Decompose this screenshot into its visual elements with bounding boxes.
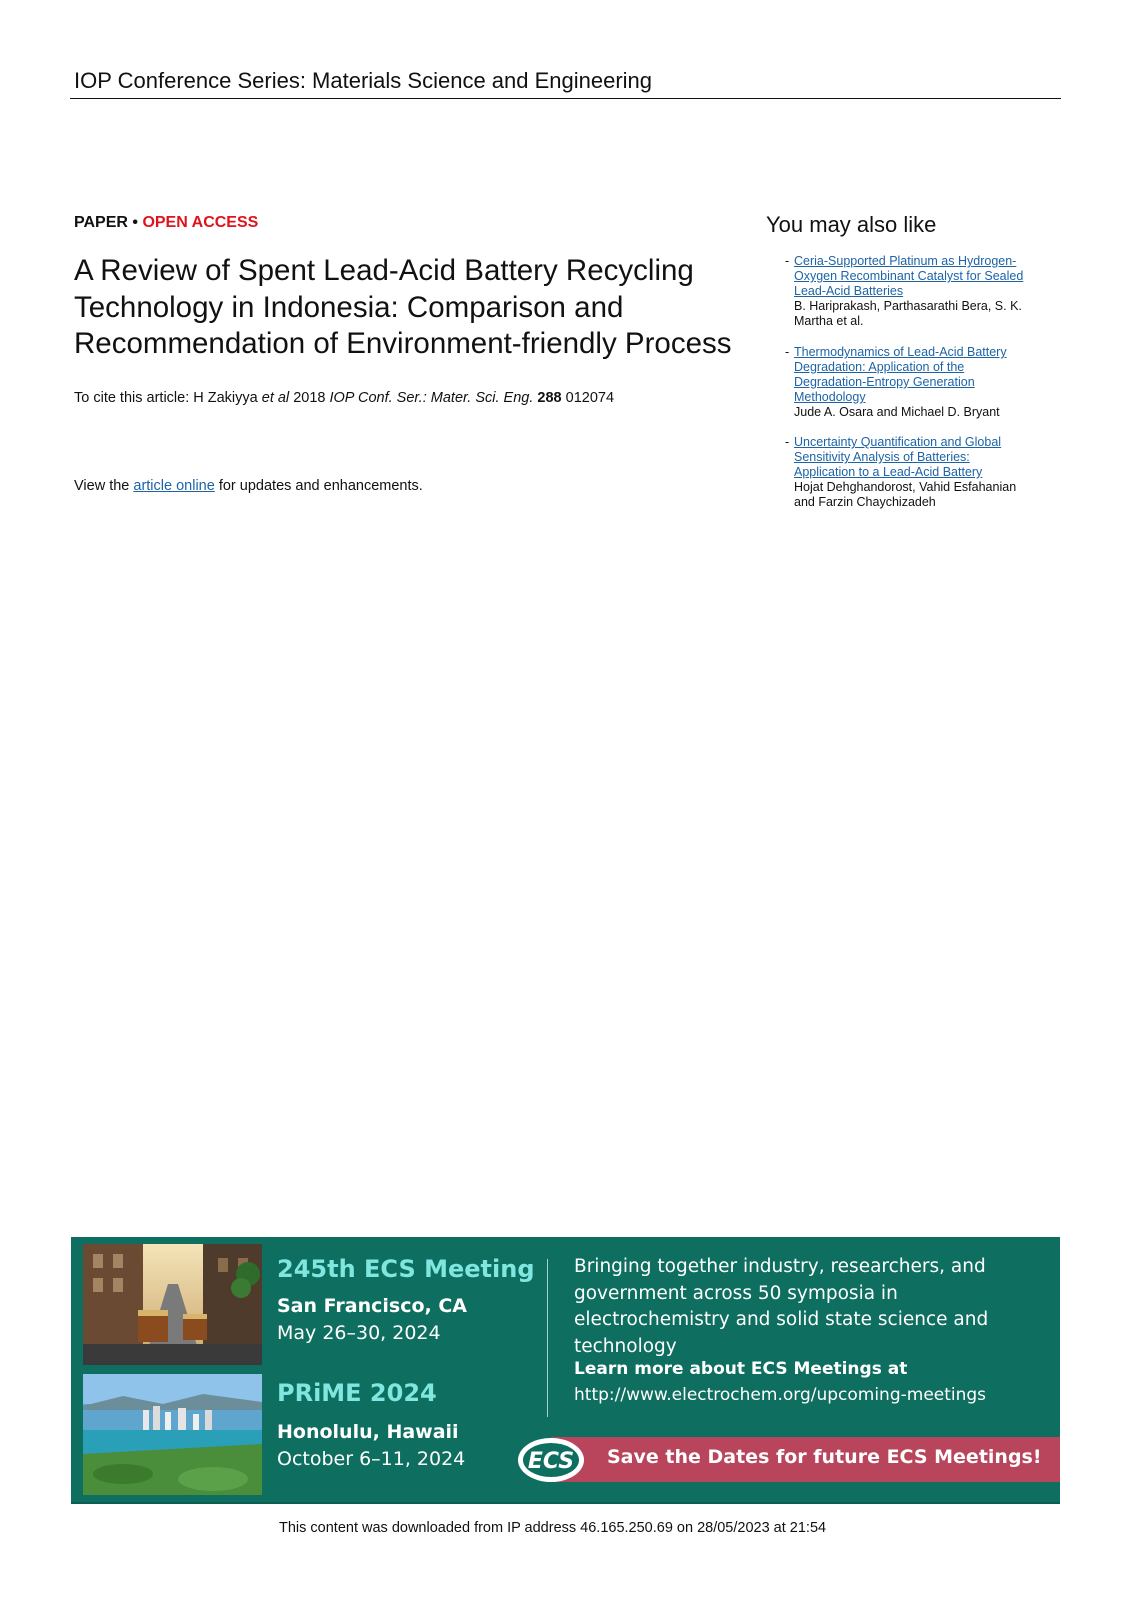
related-link-line[interactable]: Lead-Acid Batteries	[794, 284, 904, 298]
open-access-label: OPEN ACCESS	[142, 214, 259, 231]
title-line: A Review of Spent Lead-Acid Battery Recycling	[74, 254, 694, 287]
citation-prefix: To cite this article: H Zakiyya	[74, 390, 262, 406]
paper-title	[74, 253, 764, 363]
honolulu-dates: October 6–11, 2024	[277, 1448, 466, 1470]
ecs-logo	[515, 1435, 587, 1485]
prime-title: PRiME 2024	[277, 1379, 437, 1407]
related-link-line[interactable]: Oxygen Recombinant Catalyst for Sealed	[794, 269, 1024, 283]
ecs-meeting-banner[interactable]	[71, 1237, 1060, 1502]
journal-header: IOP Conference Series: Materials Science and Engineering	[74, 68, 653, 93]
related-item	[785, 254, 1064, 329]
banner-bottom-line	[71, 1502, 1060, 1504]
list-dash: -	[785, 345, 790, 359]
san-francisco-photo	[83, 1244, 262, 1365]
related-link[interactable]	[794, 345, 1064, 405]
related-link[interactable]	[794, 254, 1064, 299]
sf-city: San Francisco, CA	[277, 1295, 468, 1317]
related-link[interactable]	[794, 435, 1064, 480]
title-line: Technology in Indonesia: Comparison and	[74, 290, 624, 324]
honolulu-city: Honolulu, Hawaii	[277, 1421, 459, 1443]
download-note: This content was downloaded from IP address 46.165.250.69 on 28/05/2023 at 21:54	[279, 1520, 827, 1536]
citation-year: 2018	[289, 390, 330, 406]
related-authors	[794, 299, 1064, 329]
citation-article-number: 012074	[561, 390, 615, 406]
type-separator: •	[127, 214, 143, 231]
authors-line: Jude A. Osara and Michael D. Bryant	[794, 405, 1000, 419]
authors-line: Hojat Dehghandorost, Vahid Esfahanian	[794, 480, 1017, 494]
article-online-link[interactable]: article online	[133, 478, 215, 494]
related-authors	[794, 405, 1064, 420]
related-link-line[interactable]: Application to a Lead-Acid Battery	[794, 465, 983, 479]
save-dates-text[interactable]: Save the Dates for future ECS Meetings!	[607, 1446, 1042, 1468]
paper-type-label: PAPER	[74, 214, 128, 231]
view-online	[74, 478, 423, 494]
citation-volume: 288	[537, 390, 562, 406]
learn-more-label: Learn more about ECS Meetings at	[574, 1359, 908, 1379]
also-like-heading: You may also like	[766, 212, 937, 237]
related-link-line[interactable]: Degradation-Entropy Generation	[794, 375, 975, 389]
related-link-line[interactable]: Ceria-Supported Platinum as Hydrogen-	[794, 254, 1017, 268]
authors-line: and Farzin Chaychizadeh	[794, 495, 936, 509]
related-link-line[interactable]: Uncertainty Quantification and Global	[794, 435, 1002, 449]
paper-type-line	[74, 214, 258, 232]
ecs-logo-text: ECS	[527, 1449, 575, 1474]
related-link-line[interactable]: Thermodynamics of Lead-Acid Battery	[794, 345, 1007, 359]
ecs-meeting-title: 245th ECS Meeting	[277, 1255, 535, 1283]
authors-line: Martha et al.	[794, 314, 864, 328]
list-dash: -	[785, 254, 790, 268]
related-link-line[interactable]: Degradation: Application of the	[794, 360, 965, 374]
sf-dates: May 26–30, 2024	[277, 1322, 441, 1344]
view-online-prefix: View the	[74, 478, 134, 494]
list-dash: -	[785, 435, 790, 449]
banner-description: Bringing together industry, researchers, and government across 50 symposia in electrochemistry and solid state science and technology	[574, 1256, 989, 1357]
authors-line: B. Hariprakash, Parthasarathi Bera, S. K.	[794, 299, 1022, 313]
citation-etal: et al	[261, 390, 290, 406]
title-line: Recommendation of Environment-friendly Process	[74, 327, 732, 360]
banner-divider	[547, 1259, 548, 1417]
citation-journal: IOP Conf. Ser.: Mater. Sci. Eng.	[329, 390, 534, 406]
header-rule	[70, 98, 1061, 99]
citation	[74, 390, 614, 406]
related-item	[785, 435, 1064, 510]
view-online-suffix: for updates and enhancements.	[214, 478, 423, 494]
related-authors	[794, 480, 1064, 510]
honolulu-photo	[83, 1374, 262, 1495]
ecs-meetings-url[interactable]: http://www.electrochem.org/upcoming-meetings	[574, 1385, 987, 1405]
related-item	[785, 345, 1064, 420]
related-link-line[interactable]: Methodology	[794, 390, 866, 404]
related-link-line[interactable]: Sensitivity Analysis of Batteries:	[794, 450, 970, 464]
